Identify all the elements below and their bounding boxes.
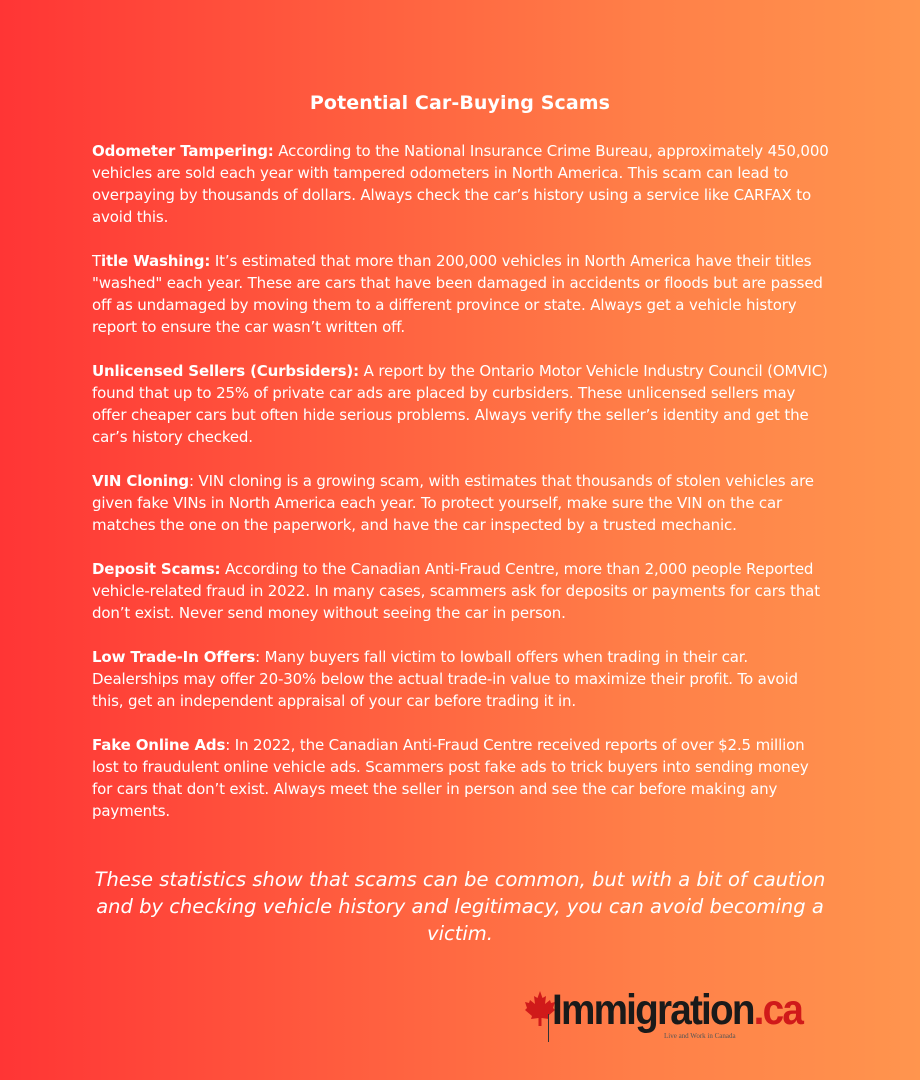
closing-statement: These statistics show that scams can be common, but with a bit of caution and by checking vehicle history and legitimacy, you can avoid becoming a victim. <box>94 868 826 945</box>
section-vin-cloning <box>92 470 832 536</box>
logo-name: Immigration <box>552 986 754 1034</box>
logo-tagline: Live and Work in Canada <box>664 1032 736 1040</box>
immigration-ca-logo[interactable] <box>524 988 834 1048</box>
section-heading: VIN Cloning <box>92 472 190 490</box>
section-deposit-scams <box>92 558 832 624</box>
page-title: Potential Car-Buying Scams <box>309 92 611 114</box>
section-heading: Odometer Tampering: <box>92 142 274 160</box>
section-body: : Many buyers fall victim to lowball offers when trading in their car. Dealerships may offer 20-30% below the actual trade-in value to maximize their profit. To avoid this, get an independent appraisal of your car before trading it in. <box>92 648 798 710</box>
section-body: According to the National Insurance Crime Bureau, approximately 450,000 vehicles are sold each year with tampered odometers in North America. This scam can lead to overpaying by thousands of dollars. Always check the car’s history using a service like CARFAX to avoid this. <box>92 142 829 226</box>
section-body: A report by the Ontario Motor Vehicle Industry Council (OMVIC) found that up to 25% of private car ads are placed by curbsiders. These unlicensed sellers may offer cheaper cars but often hide serious problems. Always verify the seller’s identity and get the car’s history checked. <box>92 362 828 446</box>
section-heading: Deposit Scams: <box>92 560 221 578</box>
section-fake-online-ads <box>92 734 832 822</box>
logo-tld: .ca <box>753 986 803 1034</box>
section-low-trade-in-offers <box>92 646 832 712</box>
logo-divider <box>548 1014 549 1042</box>
section-body: According to the Canadian Anti-Fraud Centre, more than 2,000 people Reported vehicle-related fraud in 2022. In many cases, scammers ask for deposits or payments for cars that don’t exist. Never send money without seeing the car in person. <box>92 560 820 622</box>
section-heading: Fake Online Ads <box>92 736 226 754</box>
section-heading-prefix: T <box>92 252 102 270</box>
section-heading: Unlicensed Sellers (Curbsiders): <box>92 362 359 380</box>
section-odometer-tampering <box>92 140 832 228</box>
scam-list <box>92 140 832 844</box>
section-heading: Low Trade-In Offers <box>92 648 256 666</box>
section-unlicensed-sellers <box>92 360 832 448</box>
section-body: : In 2022, the Canadian Anti-Fraud Centre received reports of over $2.5 million lost to fraudulent online vehicle ads. Scammers post fake ads to trick buyers into sending money for cars that don’t exist. Always meet the seller in person and see the car before making any payments. <box>92 736 809 820</box>
section-body: It’s estimated that more than 200,000 vehicles in North America have their titles "washed" each year. These are cars that have been damaged in accidents or floods but are passed off as undamaged by moving them to a different province or state. Always get a vehicle history report to ensure the car wasn’t written off. <box>92 252 823 336</box>
section-heading: itle Washing: <box>101 252 211 270</box>
logo-wordmark <box>552 986 802 1035</box>
section-body: : VIN cloning is a growing scam, with estimates that thousands of stolen vehicles are given fake VINs in North America each year. To protect yourself, make sure the VIN on the car matches the one on the paperwork, and have the car inspected by a trusted mechanic. <box>92 472 814 534</box>
section-title-washing <box>92 250 832 338</box>
